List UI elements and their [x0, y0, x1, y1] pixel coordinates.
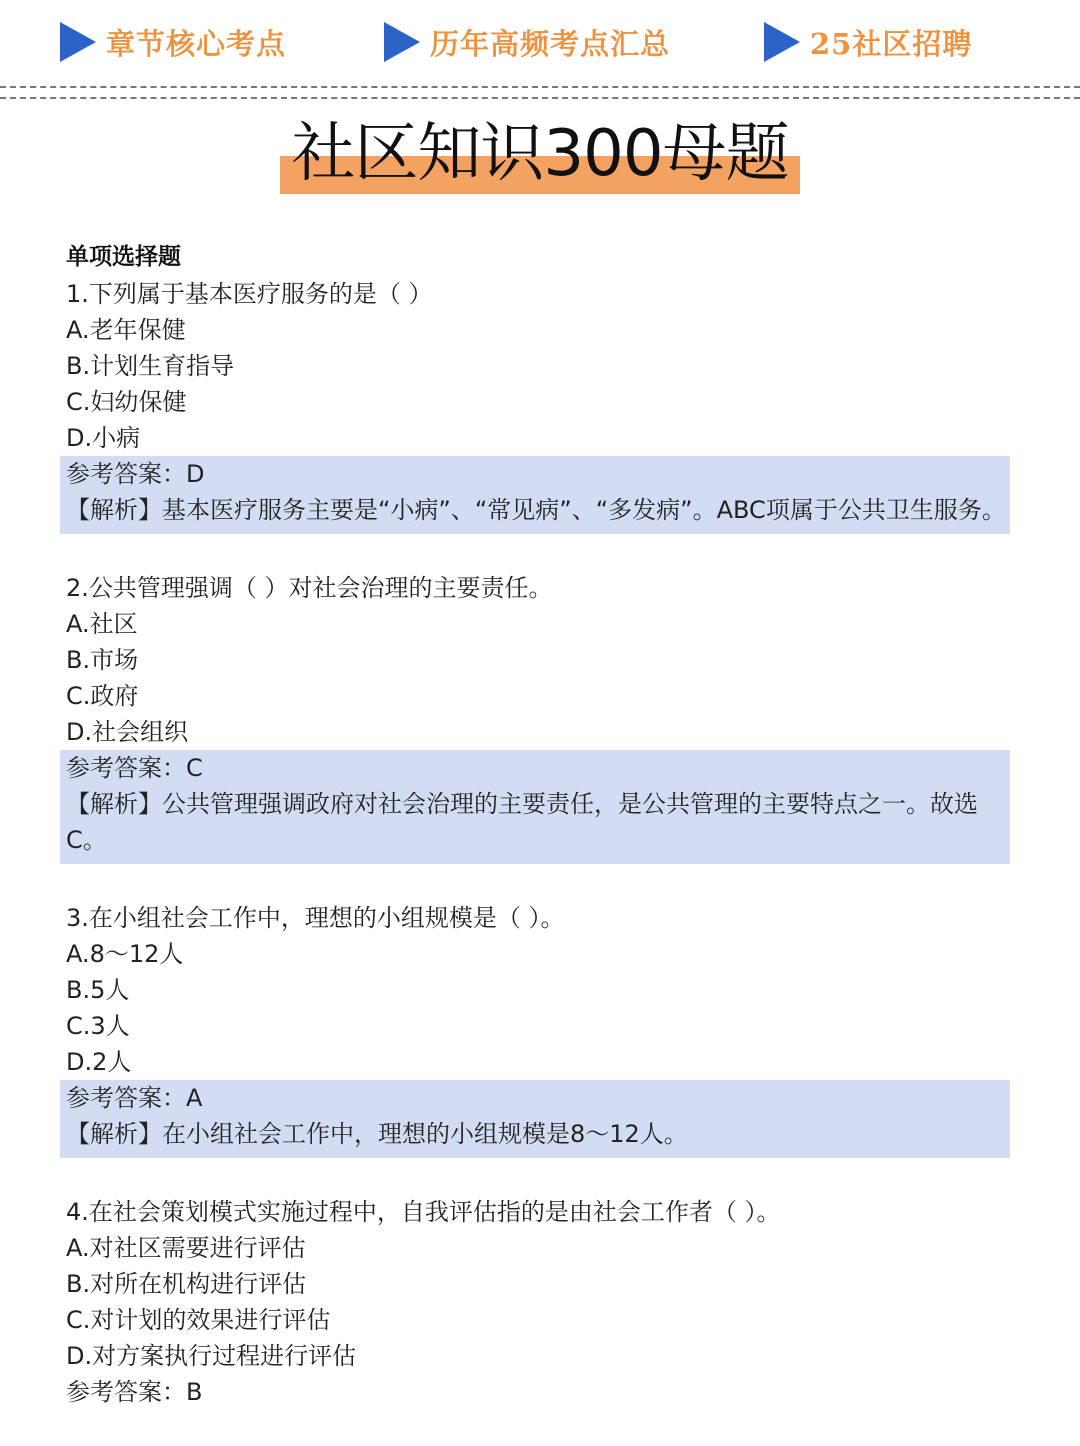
question-block — [66, 570, 1026, 864]
explanation-text: 【解析】公共管理强调政府对社会治理的主要责任，是公共管理的主要特点之一。故选C。 — [66, 790, 978, 854]
question-stem: 4.在社会策划模式实施过程中，自我评估指的是由社会工作者（ ）。 — [66, 1198, 781, 1226]
answer-line: 参考答案：A — [66, 1084, 203, 1112]
nav-item-label: 章节核心考点 — [106, 26, 287, 61]
nav-item-label: 25社区招聘 — [810, 26, 973, 61]
answer-line: 参考答案：B — [66, 1378, 203, 1406]
option-d: D.社会组织 — [66, 718, 189, 746]
header-divider — [0, 86, 1080, 88]
question-stem: 3.在小组社会工作中，理想的小组规模是（ ）。 — [66, 904, 565, 932]
option-d: D.小病 — [66, 424, 141, 452]
question-stem: 1.下列属于基本医疗服务的是（ ） — [66, 280, 433, 308]
option-b: B.计划生育指导 — [66, 352, 235, 380]
option-a: A.8～12人 — [66, 940, 184, 968]
question-block — [66, 1194, 1026, 1410]
nav-item-high-frequency[interactable] — [384, 20, 670, 64]
answer-line: 参考答案：D — [66, 460, 205, 488]
explanation-text: 【解析】基本医疗服务主要是“小病”、“常见病”、“多发病”。ABC项属于公共卫生服务。 — [66, 496, 1006, 524]
title-banner — [0, 112, 1080, 202]
nav-item-label: 历年高频考点汇总 — [430, 26, 671, 61]
option-c: C.政府 — [66, 682, 139, 710]
option-a: A.对社区需要进行评估 — [66, 1234, 306, 1262]
option-c: C.妇幼保健 — [66, 388, 187, 416]
option-d: D.对方案执行过程进行评估 — [66, 1342, 357, 1370]
section-heading: 单项选择题 — [66, 244, 181, 270]
play-triangle-icon — [384, 22, 420, 62]
nav-item-chapter-core[interactable] — [60, 20, 286, 64]
explanation-text: 【解析】在小组社会工作中，理想的小组规模是8～12人。 — [66, 1120, 688, 1148]
answer-box — [60, 456, 1010, 534]
option-a: A.社区 — [66, 610, 138, 638]
question-block — [66, 900, 1026, 1158]
play-triangle-icon — [60, 22, 96, 62]
page-title: 社区知识300母题 — [291, 117, 789, 191]
option-c: C.对计划的效果进行评估 — [66, 1306, 331, 1334]
play-triangle-icon — [764, 22, 800, 62]
header-divider — [0, 97, 1080, 99]
nav-item-community-recruit[interactable] — [764, 20, 972, 64]
option-c: C.3人 — [66, 1012, 130, 1040]
top-navigation — [0, 0, 1080, 86]
answer-box — [60, 750, 1010, 864]
question-list — [66, 238, 1026, 1446]
option-a: A.老年保健 — [66, 316, 186, 344]
question-block — [66, 276, 1026, 534]
option-b: B.对所在机构进行评估 — [66, 1270, 307, 1298]
question-stem: 2.公共管理强调（ ）对社会治理的主要责任。 — [66, 574, 553, 602]
option-b: B.市场 — [66, 646, 139, 674]
option-d: D.2人 — [66, 1048, 132, 1076]
option-b: B.5人 — [66, 976, 130, 1004]
answer-line: 参考答案：C — [66, 754, 203, 782]
answer-box — [60, 1080, 1010, 1158]
